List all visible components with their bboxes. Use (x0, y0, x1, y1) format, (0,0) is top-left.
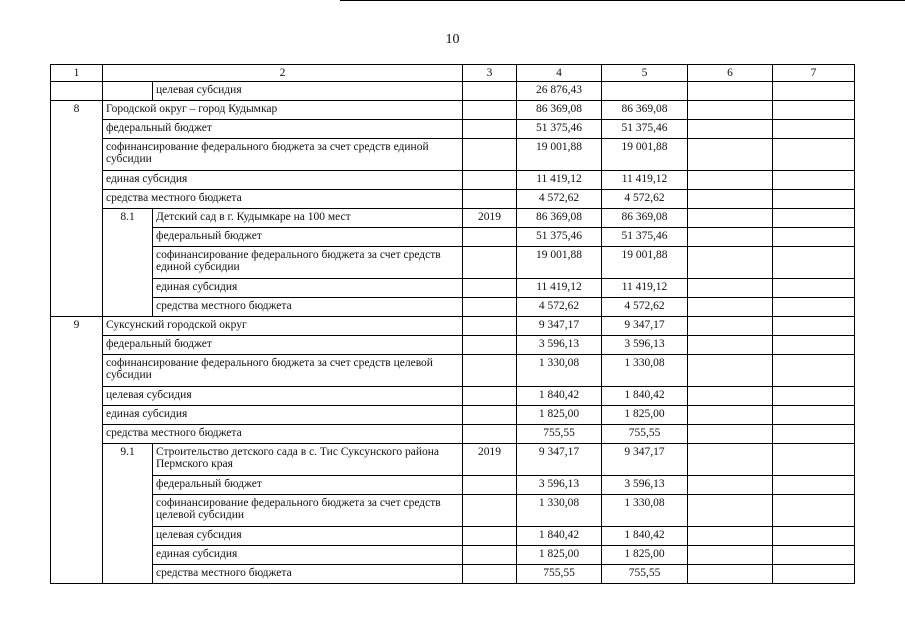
table-row (51, 495, 855, 527)
value-col5: 1 825,00 (602, 546, 688, 565)
value-col7 (773, 82, 855, 101)
value-col6 (688, 527, 773, 546)
value-col4: 1 330,08 (517, 495, 602, 527)
year-cell (463, 336, 517, 355)
value-col4: 3 596,13 (517, 336, 602, 355)
year-cell (463, 101, 517, 120)
value-col4: 1 825,00 (517, 546, 602, 565)
value-col5: 9 347,17 (602, 317, 688, 336)
value-col5: 1 330,08 (602, 495, 688, 527)
value-col4: 1 330,08 (517, 355, 602, 387)
value-col7 (773, 355, 855, 387)
value-col5: 9 347,17 (602, 444, 688, 476)
label-cell: целевая субсидия (153, 527, 463, 546)
value-col5: 51 375,46 (602, 228, 688, 247)
year-cell (463, 190, 517, 209)
table-row (51, 120, 855, 139)
table-row (51, 476, 855, 495)
subgroup-number: 8.1 (103, 209, 153, 317)
value-col4: 11 419,12 (517, 171, 602, 190)
year-cell (463, 82, 517, 101)
value-col4: 755,55 (517, 425, 602, 444)
value-col7 (773, 565, 855, 584)
value-col6 (688, 546, 773, 565)
table-row (51, 209, 855, 228)
table-row (51, 190, 855, 209)
subgroup-number: 9.1 (103, 444, 153, 584)
value-col4: 19 001,88 (517, 247, 602, 279)
top-rule (340, 0, 905, 1)
value-col5: 1 840,42 (602, 387, 688, 406)
table-row (51, 247, 855, 279)
value-col5: 1 840,42 (602, 527, 688, 546)
value-col5 (602, 82, 688, 101)
value-col7 (773, 209, 855, 228)
label-cell: единая субсидия (153, 279, 463, 298)
label-cell: единая субсидия (103, 171, 463, 190)
year-cell (463, 565, 517, 584)
table-row (51, 527, 855, 546)
label-cell: единая субсидия (153, 546, 463, 565)
header-col-1: 1 (51, 65, 103, 82)
table-row (51, 444, 855, 476)
year-cell (463, 527, 517, 546)
value-col7 (773, 336, 855, 355)
header-col-2: 2 (103, 65, 463, 82)
label-cell: целевая субсидия (153, 82, 463, 101)
table-row (51, 565, 855, 584)
table-row (51, 355, 855, 387)
value-col6 (688, 425, 773, 444)
table-row (51, 387, 855, 406)
label-cell: федеральный бюджет (103, 120, 463, 139)
value-col7 (773, 546, 855, 565)
value-col6 (688, 565, 773, 584)
value-col4: 11 419,12 (517, 279, 602, 298)
value-col4: 1 840,42 (517, 527, 602, 546)
value-col6 (688, 120, 773, 139)
year-cell (463, 120, 517, 139)
budget-table (50, 64, 855, 584)
year-cell (463, 546, 517, 565)
table-row (51, 139, 855, 171)
table-row (51, 228, 855, 247)
label-cell: средства местного бюджета (103, 425, 463, 444)
label-cell: софинансирование федерального бюджета за счет средств единой субсидии (153, 247, 463, 279)
value-col6 (688, 279, 773, 298)
value-col6 (688, 336, 773, 355)
value-col7 (773, 298, 855, 317)
value-col5: 4 572,62 (602, 190, 688, 209)
year-cell (463, 476, 517, 495)
value-col4: 86 369,08 (517, 209, 602, 228)
page-number: 10 (445, 32, 460, 47)
year-cell (463, 279, 517, 298)
year-cell (463, 139, 517, 171)
year-cell (463, 495, 517, 527)
value-col6 (688, 247, 773, 279)
value-col4: 755,55 (517, 565, 602, 584)
value-col7 (773, 247, 855, 279)
value-col4: 9 347,17 (517, 444, 602, 476)
value-col5: 11 419,12 (602, 279, 688, 298)
year-cell (463, 425, 517, 444)
value-col5: 19 001,88 (602, 139, 688, 171)
table-row (51, 546, 855, 565)
value-col7 (773, 317, 855, 336)
value-col6 (688, 476, 773, 495)
year-cell (463, 387, 517, 406)
value-col5: 86 369,08 (602, 101, 688, 120)
header-col-4: 4 (517, 65, 602, 82)
value-col7 (773, 495, 855, 527)
header-col-6: 6 (688, 65, 773, 82)
value-col7 (773, 476, 855, 495)
label-cell: единая субсидия (103, 406, 463, 425)
value-col6 (688, 101, 773, 120)
value-col6 (688, 82, 773, 101)
group-number: 9 (51, 317, 103, 584)
header-col-5: 5 (602, 65, 688, 82)
value-col7 (773, 387, 855, 406)
label-cell: федеральный бюджет (103, 336, 463, 355)
subnumber-cell (103, 82, 153, 101)
value-col7 (773, 190, 855, 209)
table-row (51, 425, 855, 444)
label-cell: федеральный бюджет (153, 228, 463, 247)
value-col4: 4 572,62 (517, 298, 602, 317)
value-col5: 19 001,88 (602, 247, 688, 279)
value-col6 (688, 298, 773, 317)
value-col5: 755,55 (602, 425, 688, 444)
value-col5: 1 330,08 (602, 355, 688, 387)
table-row (51, 336, 855, 355)
value-col7 (773, 527, 855, 546)
year-cell (463, 228, 517, 247)
value-col5: 51 375,46 (602, 120, 688, 139)
year-cell (463, 355, 517, 387)
value-col4: 4 572,62 (517, 190, 602, 209)
value-col6 (688, 190, 773, 209)
label-cell: софинансирование федерального бюджета за счет средств единой субсидии (103, 139, 463, 171)
value-col6 (688, 387, 773, 406)
value-col4: 9 347,17 (517, 317, 602, 336)
label-cell: Суксунский городской округ (103, 317, 463, 336)
value-col7 (773, 406, 855, 425)
value-col7 (773, 171, 855, 190)
year-cell (463, 247, 517, 279)
value-col4: 3 596,13 (517, 476, 602, 495)
value-col4: 51 375,46 (517, 228, 602, 247)
value-col6 (688, 209, 773, 228)
year-cell (463, 406, 517, 425)
label-cell: Строительство детского сада в с. Тис Суксунского района Пермского края (153, 444, 463, 476)
label-cell: Детский сад в г. Кудымкаре на 100 мест (153, 209, 463, 228)
header-col-7: 7 (773, 65, 855, 82)
value-col7 (773, 120, 855, 139)
table-row (51, 171, 855, 190)
value-col5: 755,55 (602, 565, 688, 584)
table-row (51, 279, 855, 298)
label-cell: Городской округ – город Кудымкар (103, 101, 463, 120)
value-col6 (688, 139, 773, 171)
label-cell: средства местного бюджета (103, 190, 463, 209)
value-col7 (773, 139, 855, 171)
value-col4: 51 375,46 (517, 120, 602, 139)
year-cell: 2019 (463, 209, 517, 228)
value-col4: 26 876,43 (517, 82, 602, 101)
value-col6 (688, 495, 773, 527)
table-row (51, 298, 855, 317)
label-cell: целевая субсидия (103, 387, 463, 406)
table-row (51, 406, 855, 425)
value-col5: 3 596,13 (602, 476, 688, 495)
number-cell (51, 82, 103, 101)
value-col6 (688, 406, 773, 425)
value-col4: 1 825,00 (517, 406, 602, 425)
value-col4: 1 840,42 (517, 387, 602, 406)
table-row (51, 101, 855, 120)
table-row (51, 317, 855, 336)
label-cell: средства местного бюджета (153, 565, 463, 584)
value-col6 (688, 228, 773, 247)
value-col6 (688, 355, 773, 387)
value-col7 (773, 228, 855, 247)
year-cell (463, 298, 517, 317)
header-col-3: 3 (463, 65, 517, 82)
label-cell: федеральный бюджет (153, 476, 463, 495)
value-col5: 11 419,12 (602, 171, 688, 190)
value-col5: 3 596,13 (602, 336, 688, 355)
label-cell: софинансирование федерального бюджета за счет средств целевой субсидии (153, 495, 463, 527)
year-cell (463, 171, 517, 190)
label-cell: средства местного бюджета (153, 298, 463, 317)
value-col7 (773, 425, 855, 444)
table-row (51, 82, 855, 101)
value-col7 (773, 444, 855, 476)
label-cell: софинансирование федерального бюджета за счет средств целевой субсидии (103, 355, 463, 387)
year-cell (463, 317, 517, 336)
group-number: 8 (51, 101, 103, 317)
value-col4: 19 001,88 (517, 139, 602, 171)
value-col5: 4 572,62 (602, 298, 688, 317)
value-col7 (773, 279, 855, 298)
value-col6 (688, 317, 773, 336)
value-col4: 86 369,08 (517, 101, 602, 120)
year-cell: 2019 (463, 444, 517, 476)
value-col6 (688, 444, 773, 476)
value-col5: 86 369,08 (602, 209, 688, 228)
value-col6 (688, 171, 773, 190)
value-col5: 1 825,00 (602, 406, 688, 425)
header-row (51, 65, 855, 82)
value-col7 (773, 101, 855, 120)
